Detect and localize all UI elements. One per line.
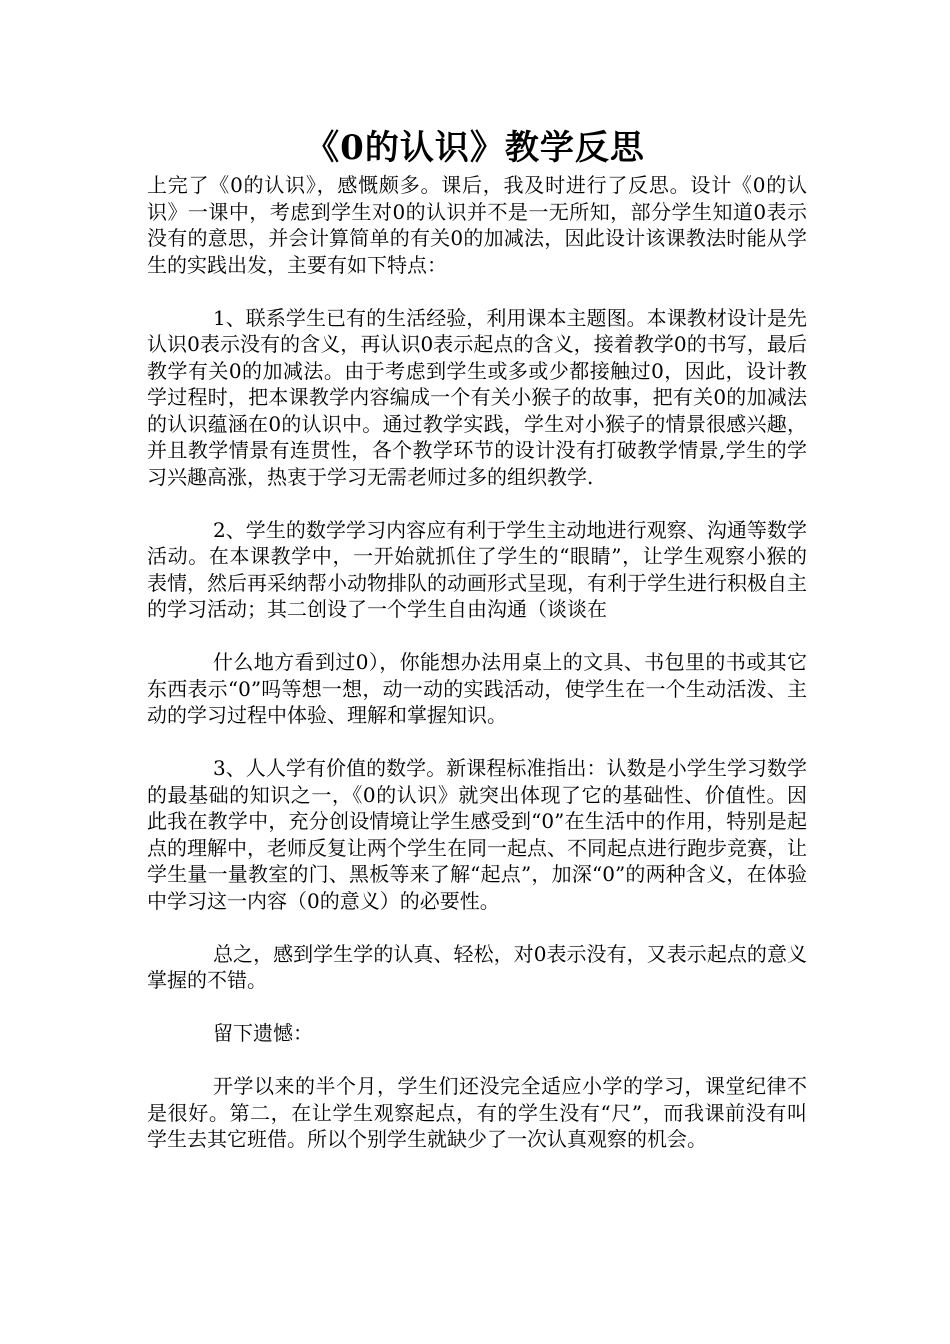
document-body xyxy=(147,172,807,1179)
paragraph-point-3: 3、人人学有价值的数学。新课程标准指出：认数是小学生学习数学的最基础的知识之一，《0的认识》就突出体现了它的基础性、价值性。因此我在教学中，充分创设情境让学生感受到“0”在生活中的作用，特别是起点的理解中，老师反复让两个学生在同一起点、不同起点进行跑步竞赛，让学生量一量教室的门、黑板等来了解“起点”，加深“0”的两种含义，在体验中学习这一内容（0的意义）的必要性。 xyxy=(147,756,807,913)
paragraph-summary: 总之，感到学生学的认真、轻松，对0表示没有，又表示起点的意义掌握的不错。 xyxy=(147,941,807,992)
document-title: 《0的认识》教学反思 xyxy=(305,128,645,168)
paragraph-regrets-heading: 留下遗憾： xyxy=(213,1021,313,1045)
paragraph-point-1: 1、联系学生已有的生活经验，利用课本主题图。本课教材设计是先认识0表示没有的含义，再认识0表示起点的含义，接着教学0的书写，最后教学有关0的加减法。由于考虑到学生或多或少都接触过0，因此，设计教学过程时，把本课教学内容编成一个有关小猴子的故事，把有关0的加减法的认识蕴涵在0的认识中。通过教学实践，学生对小猴子的情景很感兴趣，并且教学情景有连贯性，各个教学环节的设计没有打破教学情景,学生的学习兴趣高涨，热衷于学习无需老师过多的组织教学. xyxy=(147,305,807,489)
paragraph-point-2-continued: 什么地方看到过0），你能想办法用桌上的文具、书包里的书或其它东西表示“0”吗等想一想，动一动的实践活动，使学生在一个生动活泼、主动的学习过程中体验、理解和掌握知识。 xyxy=(147,650,807,727)
paragraph-point-2: 2、学生的数学学习内容应有利于学生主动地进行观察、沟通等数学活动。在本课教学中，一开始就抓住了学生的“眼睛”，让学生观察小猴的表情，然后再采纳帮小动物排队的动画形式呈现，有利于学生进行积极自主的学习活动；其二创设了一个学生自由沟通（谈谈在 xyxy=(147,517,807,621)
paragraph-intro: 上完了《0的认识》，感慨颇多。课后，我及时进行了反思。设计《0的认识》一课中，考虑到学生对0的认识并不是一无所知，部分学生知道0表示没有的意思，并会计算简单的有关0的加减法，因此设计该课教法时能从学生的实践出发，主要有如下特点： xyxy=(147,173,807,277)
paragraph-regrets: 开学以来的半个月，学生们还没完全适应小学的学习，课堂纪律不是很好。第二，在让学生观察起点，有的学生没有“尺”，而我课前没有叫学生去其它班借。所以个别学生就缺少了一次认真观察的机会。 xyxy=(147,1074,807,1151)
